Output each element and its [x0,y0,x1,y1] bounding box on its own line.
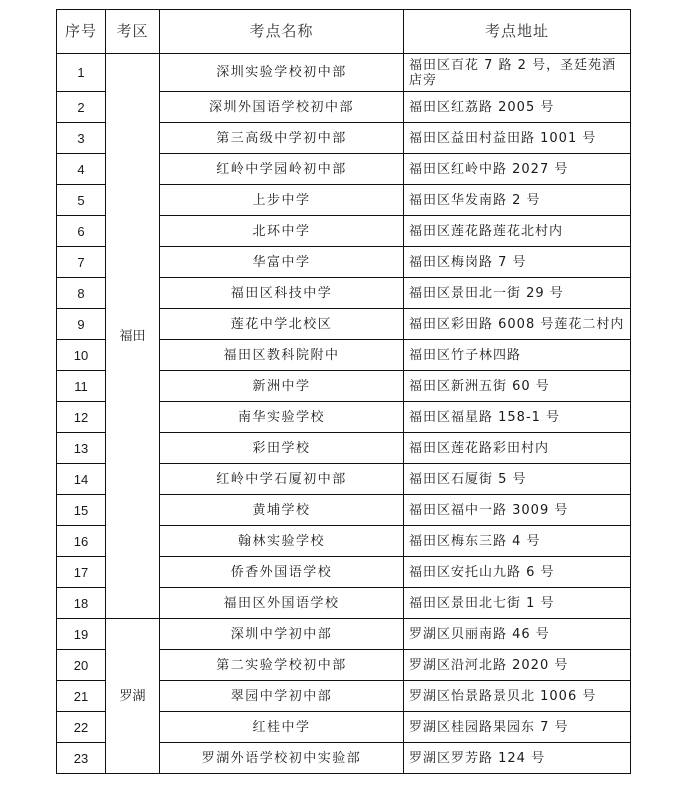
row-seq: 18 [57,588,106,619]
row-seq: 13 [57,433,106,464]
row-site-address: 福田区石厦街 5 号 [404,464,631,495]
row-site-name: 黄埔学校 [160,495,404,526]
row-site-name: 福田区外国语学校 [160,588,404,619]
row-site-address: 福田区益田村益田路 1001 号 [404,123,631,154]
row-site-name: 莲花中学北校区 [160,309,404,340]
row-site-address: 福田区景田北一街 29 号 [404,278,631,309]
row-site-name: 深圳中学初中部 [160,619,404,650]
row-site-name: 南华实验学校 [160,402,404,433]
row-site-name: 深圳实验学校初中部 [160,54,404,92]
row-seq: 1 [57,54,106,92]
row-site-address: 福田区红岭中路 2027 号 [404,154,631,185]
table-header-row [57,10,631,54]
row-site-address: 福田区竹子林四路 [404,340,631,371]
header-seq: 序号 [57,10,106,54]
row-site-address: 罗湖区沿河北路 2020 号 [404,650,631,681]
row-site-address: 罗湖区罗芳路 124 号 [404,743,631,774]
row-site-name: 罗湖外语学校初中实验部 [160,743,404,774]
row-seq: 23 [57,743,106,774]
row-site-address: 福田区福中一路 3009 号 [404,495,631,526]
row-seq: 11 [57,371,106,402]
row-site-address: 福田区彩田路 6008 号莲花二村内 [404,309,631,340]
row-site-address: 福田区红荔路 2005 号 [404,92,631,123]
row-seq: 10 [57,340,106,371]
table-row [57,54,631,92]
row-seq: 2 [57,92,106,123]
row-site-address: 福田区福星路 158-1 号 [404,402,631,433]
header-district: 考区 [106,10,160,54]
row-site-name: 深圳外国语学校初中部 [160,92,404,123]
row-seq: 9 [57,309,106,340]
district-cell: 罗湖 [106,619,160,774]
row-site-name: 红岭中学石厦初中部 [160,464,404,495]
table-row [57,619,631,650]
row-seq: 5 [57,185,106,216]
row-seq: 14 [57,464,106,495]
row-site-name: 翰林实验学校 [160,526,404,557]
row-site-name: 新洲中学 [160,371,404,402]
row-seq: 12 [57,402,106,433]
row-seq: 4 [57,154,106,185]
row-site-name: 第二实验学校初中部 [160,650,404,681]
row-site-name: 上步中学 [160,185,404,216]
row-seq: 21 [57,681,106,712]
row-site-name: 北环中学 [160,216,404,247]
row-site-address: 福田区莲花路彩田村内 [404,433,631,464]
row-site-name: 第三高级中学初中部 [160,123,404,154]
row-site-name: 红岭中学园岭初中部 [160,154,404,185]
row-site-address: 福田区莲花路莲花北村内 [404,216,631,247]
header-site-name: 考点名称 [160,10,404,54]
row-seq: 15 [57,495,106,526]
row-site-name: 福田区教科院附中 [160,340,404,371]
exam-sites-table [56,9,631,774]
row-seq: 22 [57,712,106,743]
row-seq: 3 [57,123,106,154]
row-site-name: 华富中学 [160,247,404,278]
row-site-name: 侨香外国语学校 [160,557,404,588]
row-site-address: 福田区新洲五街 60 号 [404,371,631,402]
row-seq: 8 [57,278,106,309]
row-site-address: 福田区景田北七街 1 号 [404,588,631,619]
row-seq: 20 [57,650,106,681]
row-site-name: 彩田学校 [160,433,404,464]
row-seq: 19 [57,619,106,650]
row-site-address: 罗湖区贝丽南路 46 号 [404,619,631,650]
row-seq: 7 [57,247,106,278]
row-site-name: 红桂中学 [160,712,404,743]
row-site-address: 罗湖区桂园路果园东 7 号 [404,712,631,743]
row-seq: 6 [57,216,106,247]
row-site-address: 福田区梅岗路 7 号 [404,247,631,278]
header-site-address: 考点地址 [404,10,631,54]
row-site-address: 罗湖区怡景路景贝北 1006 号 [404,681,631,712]
row-site-address: 福田区华发南路 2 号 [404,185,631,216]
row-seq: 16 [57,526,106,557]
row-site-address: 福田区梅东三路 4 号 [404,526,631,557]
row-site-name: 福田区科技中学 [160,278,404,309]
row-site-address: 福田区百花 7 路 2 号，圣廷苑酒店旁 [404,54,631,92]
row-site-address: 福田区安托山九路 6 号 [404,557,631,588]
row-seq: 17 [57,557,106,588]
row-site-name: 翠园中学初中部 [160,681,404,712]
district-cell: 福田 [106,54,160,619]
